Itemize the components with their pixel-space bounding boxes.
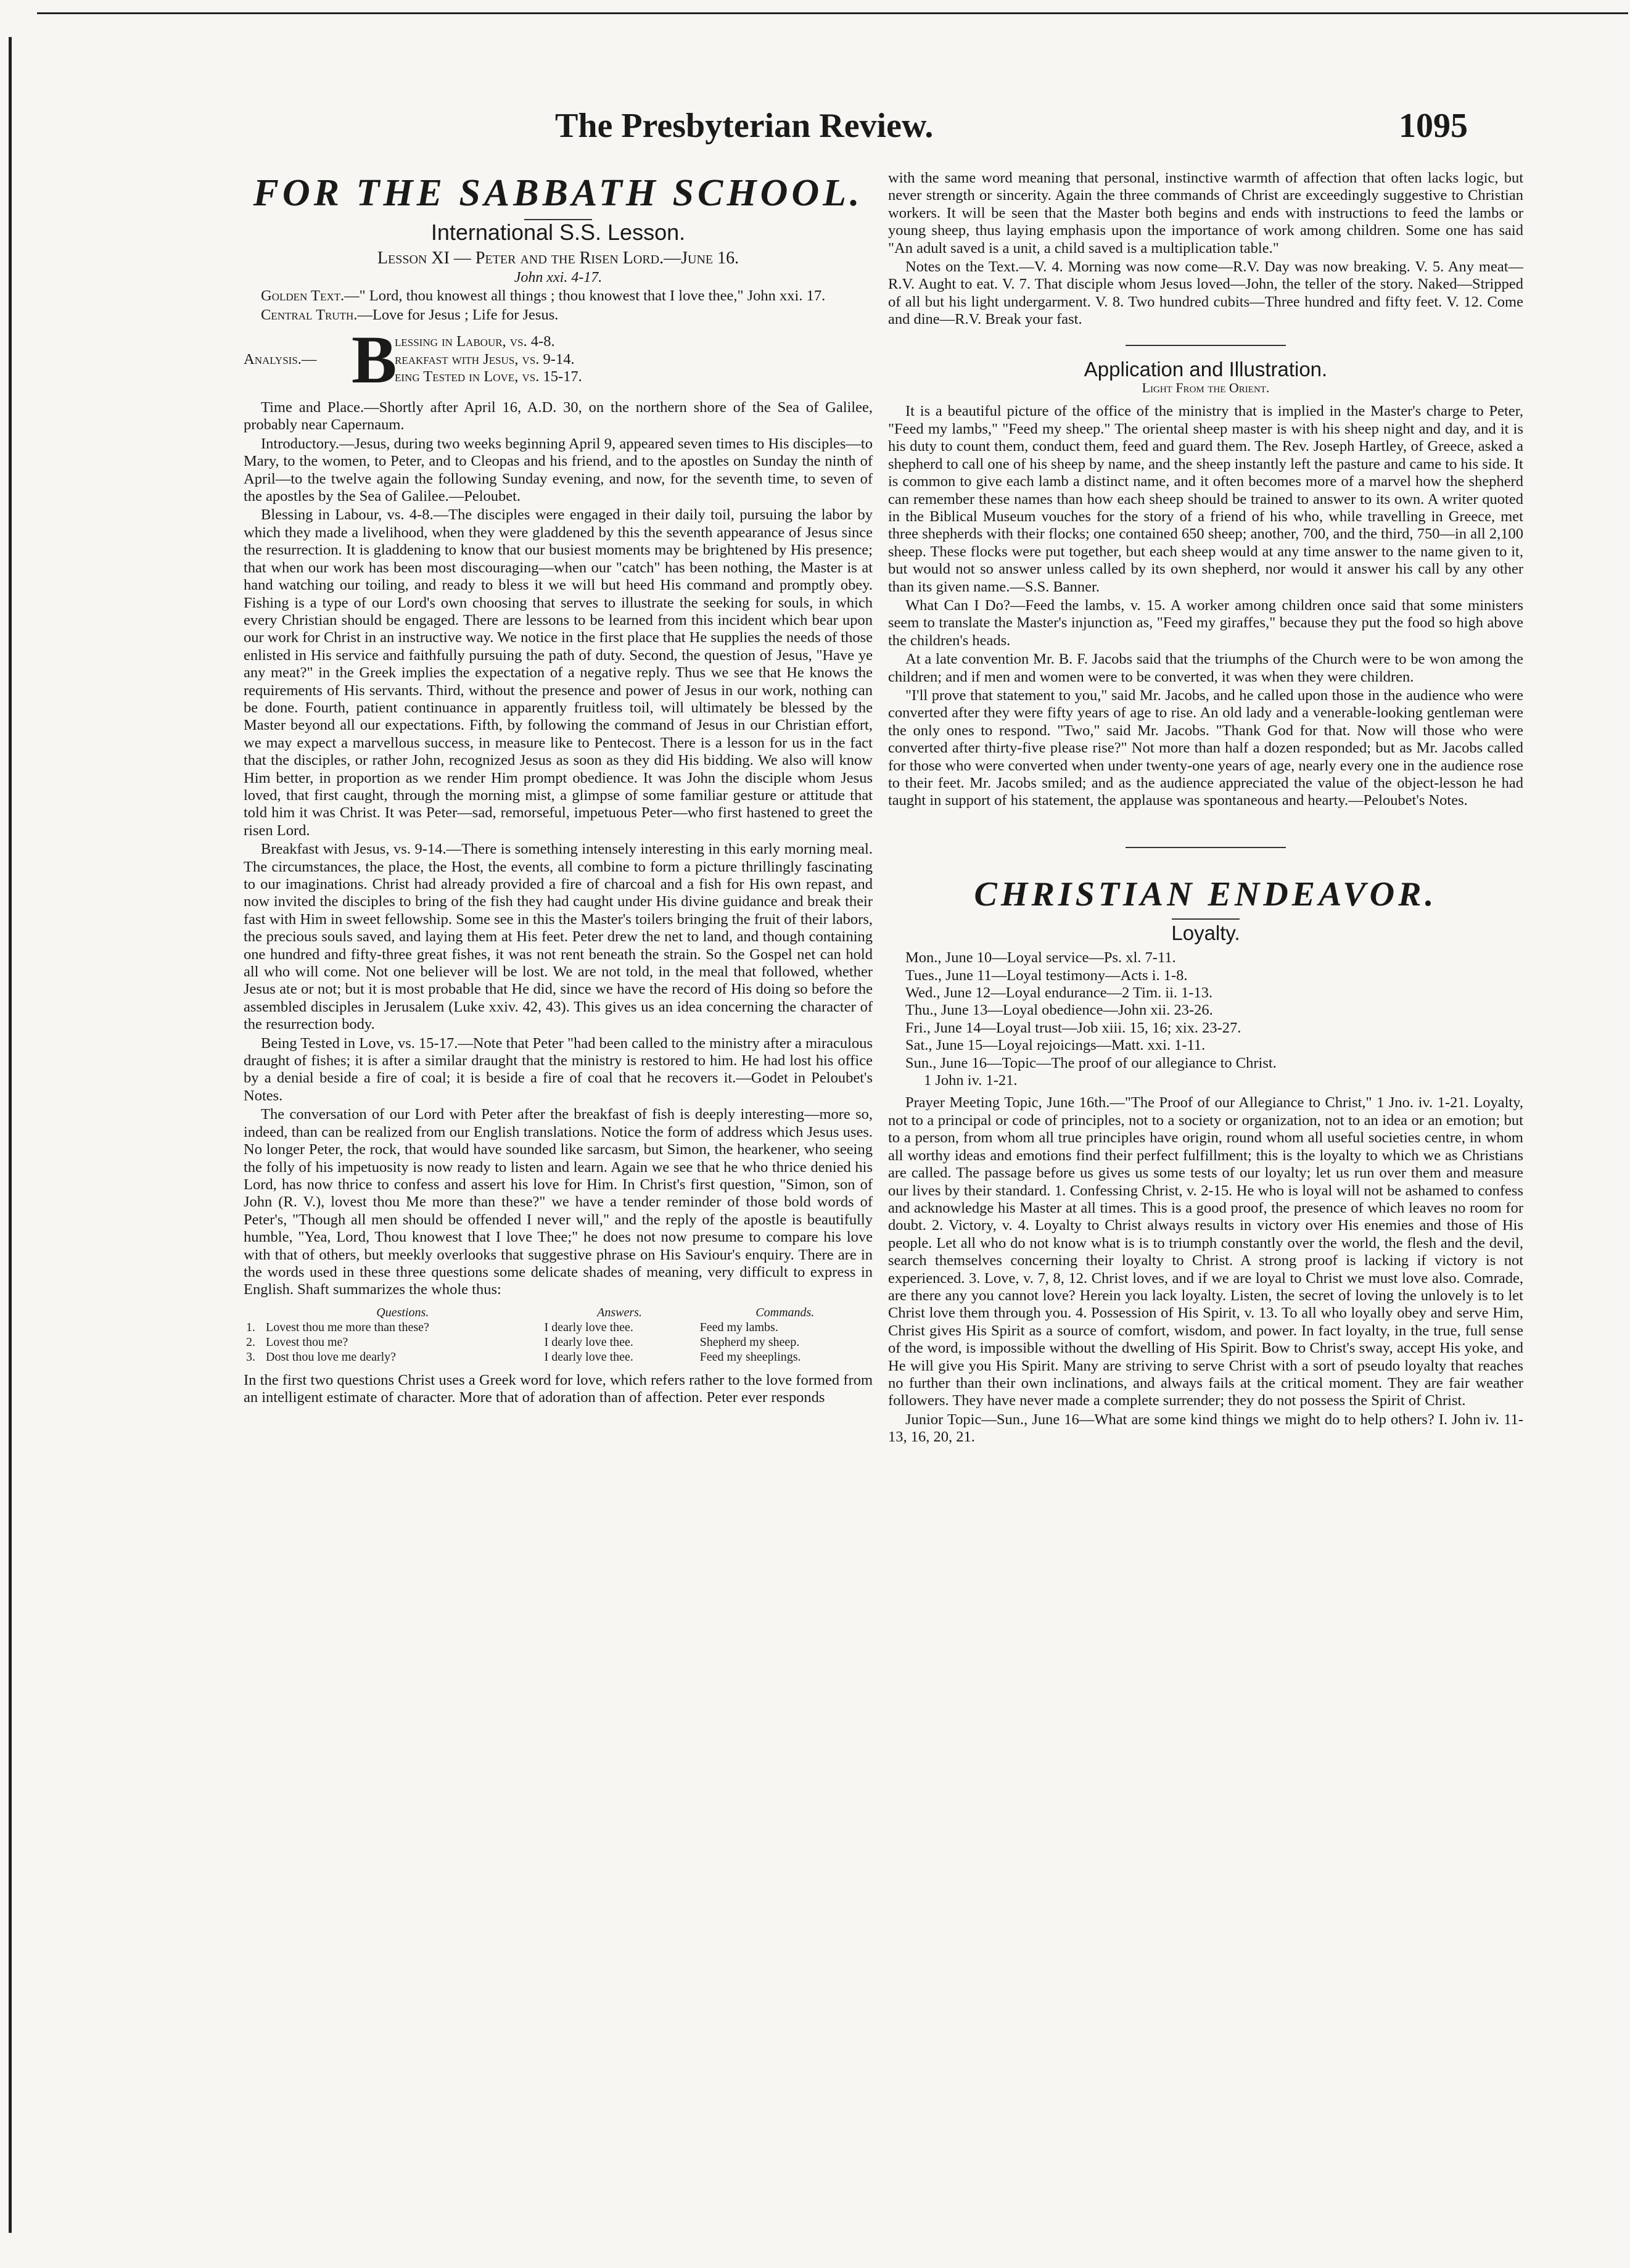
- table-cell: 1.: [246, 1320, 255, 1334]
- daily-readings-list: [888, 949, 1523, 1089]
- list-item: Sat., June 15—Loyal rejoicings—Matt. xxi. 1-11.: [905, 1037, 1206, 1054]
- convention-paragraph: At a late convention Mr. B. F. Jacobs said that the triumphs of the Church were to be won among the children; and if men and women were to be converted, it was when they were children.: [888, 651, 1523, 685]
- golden-text-label: Golden Text.: [261, 287, 345, 305]
- table-header: Answers.: [597, 1305, 642, 1319]
- analysis-item: reakfast with Jesus, vs. 9-14.: [395, 350, 575, 368]
- divider: [1172, 918, 1240, 920]
- table-cell: I dearly love thee.: [544, 1320, 633, 1334]
- divider: [1126, 345, 1286, 346]
- analysis-drop-cap: B: [352, 322, 397, 398]
- table-row: [244, 1320, 873, 1335]
- introductory-paragraph: Introductory.—Jesus, during two weeks beginning April 9, appeared seven times to His disciples—to Mary, to the women, to Peter, and to Cleopas and his friend, and to the apostles on Sunday the ninth of April—to the twelve again the following Sunday evening, and now, for the seventh time, to seven of the apostles by the Sea of Galilee.—Peloubet.: [244, 435, 873, 505]
- list-item: Mon., June 10—Loyal service—Ps. xl. 7-11.: [905, 949, 1176, 967]
- time-and-place-paragraph: Time and Place.—Shortly after April 16, A.D. 30, on the northern shore of the Sea of Galilee, probably near Capernaum.: [244, 399, 873, 434]
- list-item: Fri., June 14—Loyal trust—Job xiii. 15, 16; xix. 23-27.: [905, 1019, 1241, 1036]
- christian-endeavor-heading: CHRISTIAN ENDEAVOR.: [974, 875, 1438, 913]
- journal-title: The Presbyterian Review.: [555, 107, 934, 145]
- analysis-item: eing Tested in Love, vs. 15-17.: [395, 368, 582, 386]
- what-can-i-do-paragraph: What Can I Do?—Feed the lambs, v. 15. A worker among children once said that some ministers seem to translate the Master's injunction as, "Feed my giraffes," because they put the food so high above the children's heads.: [888, 596, 1523, 649]
- analysis-block: [244, 322, 873, 398]
- shepherd-paragraph: It is a beautiful picture of the office of the ministry that is implied in the Master's charge to Peter, "Feed my lambs," "Feed my sheep." The oriental sheep master is with his sheep night and day, and it is his duty to count them, conduct them, feed and guard them. The Rev. Joseph Hartley, of Greece, asked a shepherd to call one of his sheep by name, and the sheep instantly left the pasture and came to his side. It is common to give each lamb a distinct name, and it often becomes more of a marvel how the shepherd can remember these names than how each sheep should be trained to answer to its own. A writer quoted in the Biblical Museum vouches for the story of a friend of his who, while travelling in Greece, met three shepherds with their flocks; one contained 650 sheep; another, 700, and the third, 750—in all 2,100 sheep. These flocks were put together, but each sheep would at any time answer to the name given to it, but would not so answer unless called by its own shepherd, nor would it answer his call by any other than its given name.—S.S. Banner.: [888, 403, 1523, 595]
- table-cell: Feed my sheeplings.: [699, 1350, 801, 1364]
- table-cell: Feed my lambs.: [699, 1320, 778, 1334]
- questions-table: [244, 1305, 873, 1364]
- table-row: [244, 1335, 873, 1350]
- golden-text: [244, 287, 873, 305]
- divider: [1126, 847, 1286, 848]
- junior-topic-paragraph: Junior Topic—Sun., June 16—What are some kind things we might do to help others? I. John iv. 11-13, 16, 20, 21.: [888, 1411, 1523, 1446]
- table-cell: Dost thou love me dearly?: [266, 1350, 397, 1364]
- blessing-in-labour-paragraph: Blessing in Labour, vs. 4-8.—The disciples were engaged in their daily toil, pursuing the labor by which they made a livelihood, when they were gladdened by this the seventh appearance of Jesus since the resurrection. It is gladdening to know that our busiest moments may be brightened by His presence; that when our work has been most discouraging—when our "catch" has been nothing, the Master is at hand watching our toiling, and ready to bless it we will but heed His command and promptly obey. Fishing is a type of our Lord's own choosing that serves to illustrate the seeking for souls, in which every Christian should be engaged. There are lessons to be learned from this incident which bear upon our work for Christ in an instructive way. We notice in the first place that He supplies the needs of those enlisted in His service and faithfully pursuing the path of duty. Second, the question of Jesus, "Have ye any meat?" in the Greek implies the expectation of a negative reply. Thus we see that He knows the requirements of His servants. Third, without the presence and power of Jesus in our work, nothing can be done. Fourth, patient continuance in apparently fruitless toil, will ultimately be blessed by the Master beyond all our expectations. Fifth, by following the command of Jesus in our Christian effort, we may expect a marvellous success, in measure like to Pentecost. There is a lesson for us in the fact that the disciples, or rather John, recognized Jesus as soon as they did His bidding. We also will know Him better, in proportion as we render Him prompt obedience. It was John the disciple whom Jesus loved, that first caught, through the morning mist, a glimpse of some familiar gesture or attitude that told him it was Christ. It was Peter—sad, remorseful, impetuous Peter—who first hastened to greet the risen Lord.: [244, 506, 873, 839]
- table-cell: 3.: [246, 1350, 255, 1364]
- left-edge-rule: [9, 37, 12, 2233]
- table-cell: Lovest thou me more than these?: [266, 1320, 429, 1334]
- lesson-reference: John xxi. 4-17.: [514, 269, 603, 286]
- list-item: Thu., June 13—Loyal obedience—John xii. 23-26.: [905, 1002, 1213, 1019]
- lesson-series-heading: International S.S. Lesson.: [430, 220, 686, 245]
- application-heading: Application and Illustration.: [1084, 357, 1328, 381]
- prayer-meeting-paragraph: Prayer Meeting Topic, June 16th.—"The Proof of our Allegiance to Christ," 1 Jno. iv. 1-21. Loyalty, not to a principal or code of principles, not to a society or organization, not to an idea or an emotion; but to a person, from whom all true principles have origin, round whom all useful societies centre, in whom all worthy ideas and emotions find their perfect fulfillment; this is the loyalty to which we as Christians are called. The passage before us gives us some tests of our loyalty; let us run over them and measure our lives by their standard. 1. Confessing Christ, v. 2-15. He who is loyal will not be ashamed to confess and acknowledge his Master at all times. This is a good proof, the presence of which leaves no room for doubt. 2. Victory, v. 4. Loyalty to Christ always results in victory over His enemies and those of His people. Let all who do not know what is is to triumph constantly over the world, the flesh and the devil, search themselves concerning their loyalty to Christ. A strong proof is lacking if victory is not experienced. 3. Love, v. 7, 8, 12. Christ loves, and if we are loyal to Christ we must love also. Comrade, are there any you cannot love? Herein you lack loyalty. Listen, the secret of loving the unlovely is to let Christ love them through you. 4. Possession of His Spirit, v. 13. To all who loyally obey and serve Him, Christ gives His Spirit as a source of comfort, wisdom, and power. In fact loyalty, in the true, full sense of the word, is impossible without the dwelling of His Spirit. Bow to Christ's sway, accept His yoke, and He will give you His Spirit. Many are striving to serve Christ with a sort of pseudo loyalty that reaches no further than their own inclinations, and always fails at the critical moment. They are fair weather followers. They have never made a complete surrender; they do not possess the Spirit of Christ.: [888, 1094, 1523, 1409]
- page-header: [555, 106, 1468, 155]
- application-subheading: Light From the Orient.: [1142, 380, 1270, 396]
- central-truth-body: —Love for Jesus ; Life for Jesus.: [357, 306, 559, 323]
- table-header-row: [244, 1305, 873, 1320]
- central-truth-label: Central Truth.: [261, 306, 358, 323]
- analysis-list: [395, 333, 582, 386]
- table-header: Questions.: [376, 1305, 429, 1319]
- closing-paragraph: In the first two questions Christ uses a Greek word for love, which refers rather to the love formed from an intelligent estimate of character. More that of adoration than of affection. Peter ever responds: [244, 1371, 873, 1406]
- loyalty-heading: Loyalty.: [1171, 921, 1240, 944]
- lesson-title: Lesson XI — Peter and the Risen Lord.—June 16.: [377, 249, 739, 268]
- table-cell: I dearly love thee.: [544, 1335, 633, 1349]
- list-item: Tues., June 11—Loyal testimony—Acts i. 1-8.: [905, 967, 1188, 984]
- page-number: 1095: [1399, 107, 1468, 145]
- analysis-item: lessing in Labour, vs. 4-8.: [395, 333, 555, 350]
- tested-in-love-paragraph: Being Tested in Love, vs. 15-17.—Note that Peter "had been called to the ministry after a miraculous draught of fishes; it is after a similar draught that the ministry is restored to him. He had lost his office by a denial beside a fire of coal; it is beside a fire of coal that he recovers it.—Godet in Peloubet's Notes.: [244, 1034, 873, 1104]
- analysis-label: Analysis.—: [244, 350, 317, 368]
- list-item: Wed., June 12—Loyal endurance—2 Tim. ii. 1-13.: [905, 984, 1213, 1002]
- table-header-spacer: [244, 1305, 263, 1320]
- prove-paragraph: "I'll prove that statement to you," said Mr. Jacobs, and he called upon those in the audience who were converted after they were fifty years of age to rise. An old lady and a venerable-looking gentleman were the only ones to respond. "Two," said Mr. Jacobs. "Thank God for that. Now will those who were converted after thirty-five please rise?" Not more than half a dozen responded; but as Mr. Jacobs called for those who were converted when under twenty-one years of age, nearly every one in the audience rose to their feet. Mr. Jacobs smiled; and as the audience appreciated the value of the object-lesson he had taught in support of his statement, the applause was spontaneous and hearty.—Peloubet's Notes.: [888, 687, 1523, 809]
- table-header: Commands.: [755, 1305, 815, 1319]
- conversation-paragraph: The conversation of our Lord with Peter after the breakfast of fish is deeply interesting—more so, indeed, than can be realized from our English translations. Notice the form of address which Jesus uses. No longer Peter, the rock, that would have sounded like sarcasm, but Simon, the hearkener, who seeing the folly of his impetuosity is now ready to listen and learn. Again we see that he who thrice denied his Lord, has now thrice to confess and assert his love for Him. In Christ's first question, "Simon, son of John (R. V.), lovest thou Me more than these?" we have a tender reminder of those bold words of Peter's, "Though all men should be offended I never will," and the reply of the apostle is beautifully humble, "Yea, Lord, Thou knowest that I love Thee;" he does not now presume to compare his love with that of others, but meekly overlooks that suggestive phrase on His Saviour's enquiry. There are in the words used in these three questions some delicate shades of meaning, very difficult to express in English. Shaft summarizes the whole thus:: [244, 1106, 873, 1298]
- continued-paragraph: with the same word meaning that personal, instinctive warmth of affection that often lacks logic, but never strength or sincerity. Again the three commands of Christ are exceedingly suggestive to Christian workers. It will be seen that the Master both begins and ends with instructions to feed the lambs or young sheep, thus laying emphasis upon the importance of work among children. Some one has said "An adult saved is a unit, a child saved is a multiplication table.": [888, 170, 1523, 257]
- top-edge-rule: [37, 12, 1628, 14]
- list-item: Sun., June 16—Topic—The proof of our allegiance to Christ.: [905, 1054, 1277, 1071]
- table-row: [244, 1350, 873, 1364]
- table-cell: 2.: [246, 1335, 255, 1349]
- table-cell: Lovest thou me?: [266, 1335, 348, 1349]
- notes-on-text-paragraph: Notes on the Text.—V. 4. Morning was now come—R.V. Day was now breaking. V. 5. Any meat—R.V. Aught to eat. V. 7. That disciple whom Jesus loved—John, the teller of the story. Naked—Stripped of all but his light undergarment. V. 8. Two hundred cubits—Three hundred and fifty feet. V. 12. Come and dine—R.V. Break your fast.: [888, 258, 1523, 328]
- central-truth: [244, 307, 873, 324]
- sabbath-school-heading: FOR THE SABBATH SCHOOL.: [253, 172, 863, 214]
- left-column: [244, 170, 873, 1408]
- table-cell: I dearly love thee.: [544, 1350, 633, 1364]
- table-cell: Shepherd my sheep.: [699, 1335, 800, 1349]
- breakfast-paragraph: Breakfast with Jesus, vs. 9-14.—There is something intensely interesting in this early morning meal. The circumstances, the place, the Host, the events, all combine to form a picture thrillingly fascinating to our imaginations. Christ had already provided a fire of charcoal and a fish for His own repast, and now invited the disciples to bring of the fish they had caught under His divine guidance and break their fast with Him in sweet fellowship. Some see in this the Master's toilers bringing the fruit of their labors, the precious souls saved, and laying them at His feet. Peter drew the net to land, and though containing one hundred and fifty-three great fishes, it was not rent beneath the strain. So the Gospel net can hold all who will come. Not one believer will be lost. We are not told, in the meal that followed, whether Jesus ate or not; but it is most probable that He did, since we have the record of His doing so before the assembled disciples in Jerusalem (Luke xxiv. 42, 43). This gives us an idea concerning the character of the resurrection body.: [244, 841, 873, 1033]
- golden-text-body: —" Lord, thou knowest all things ; thou knowest that I love thee," John xxi. 17.: [344, 287, 826, 305]
- list-item-continuation: 1 John iv. 1-21.: [924, 1072, 1018, 1089]
- right-column: [888, 170, 1523, 1448]
